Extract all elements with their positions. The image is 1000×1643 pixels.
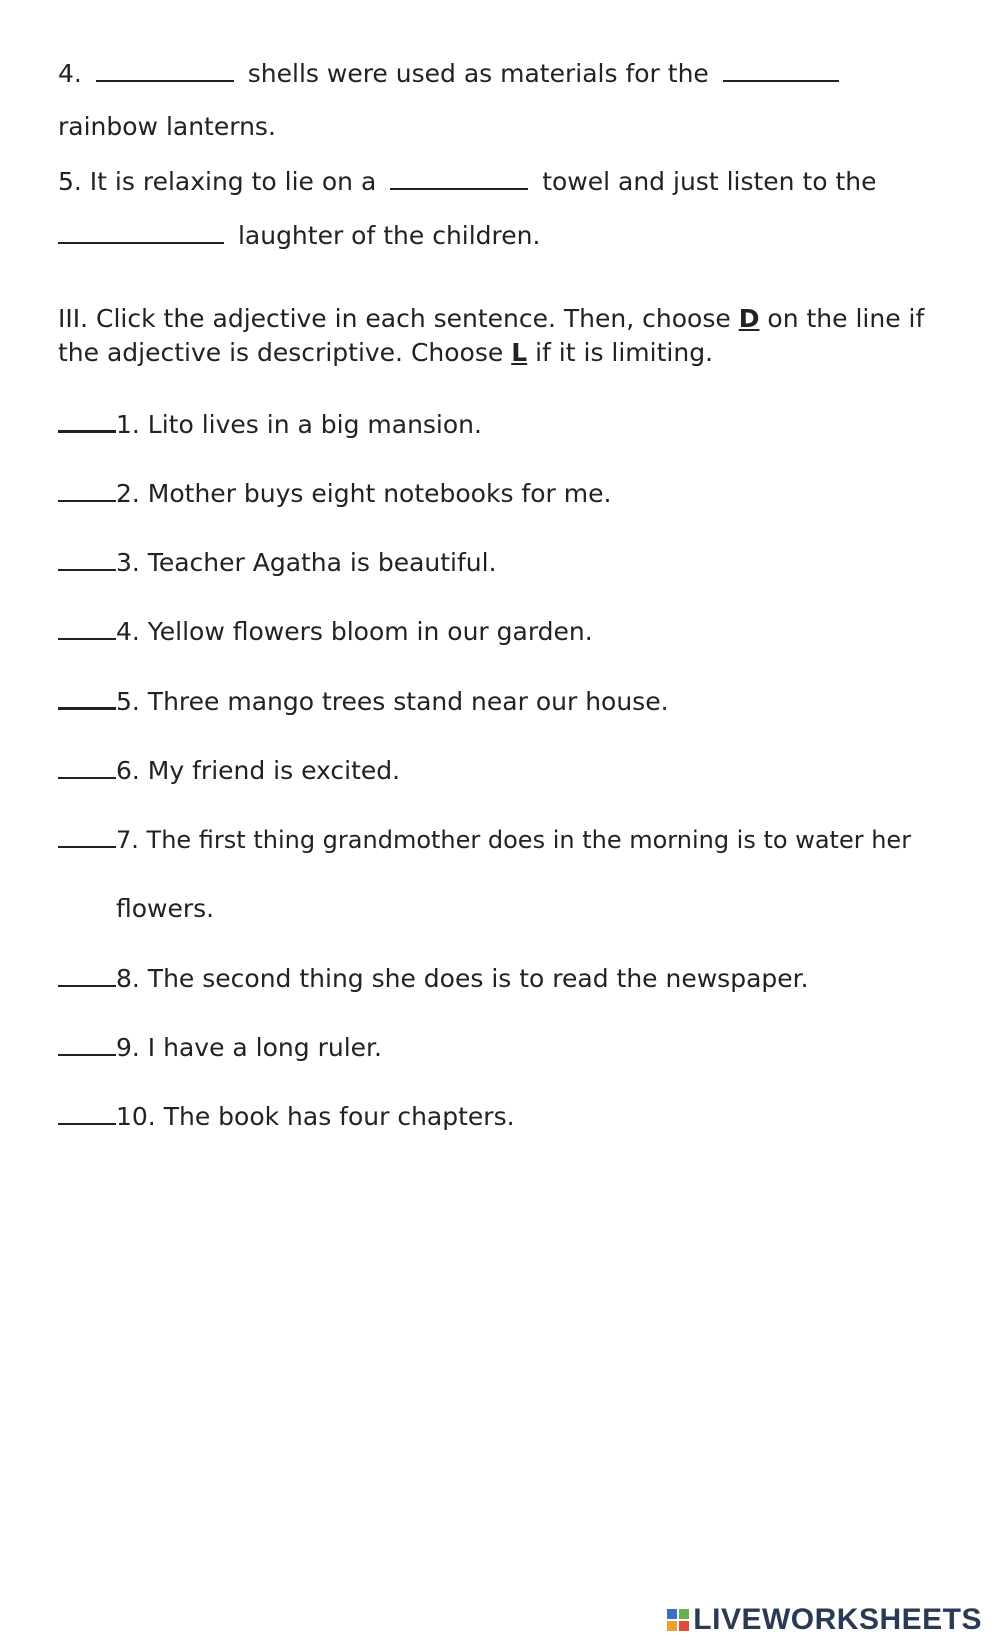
logo-icon: [667, 1609, 689, 1631]
list-item: [58, 685, 669, 716]
item-5-blank-2[interactable]: [58, 220, 224, 244]
item-text: 2. Mother buys eight notebooks for me.: [116, 479, 612, 508]
liveworksheets-logo: [667, 1603, 982, 1637]
list-item: [58, 824, 911, 854]
answer-blank-8[interactable]: [58, 963, 116, 987]
answer-blank-4[interactable]: [58, 616, 116, 640]
item-text: 1. Lito lives in a big mansion.: [116, 410, 482, 439]
item-4-continuation: rainbow lanterns.: [58, 112, 276, 141]
list-item: [58, 408, 482, 439]
answer-blank-3[interactable]: [58, 547, 116, 571]
item-text: 3. Teacher Agatha is beautiful.: [116, 548, 497, 577]
item-text: 5. Three mango trees stand near our house.: [116, 687, 669, 716]
item-5-text-b: towel and just listen to the: [542, 167, 877, 196]
item-4-blank-1[interactable]: [96, 58, 234, 82]
list-item: [58, 755, 400, 785]
item-7-continuation: flowers.: [116, 894, 215, 923]
instructions-text-a: III. Click the adjective in each sentence. Then, choose: [58, 304, 731, 333]
list-item: [58, 1032, 382, 1062]
instructions-text-b: on the line if: [767, 304, 925, 333]
item-text: 4. Yellow flowers bloom in our garden.: [116, 617, 593, 646]
instructions-text-d: if it is limiting.: [535, 338, 714, 367]
answer-blank-1[interactable]: [58, 408, 116, 433]
list-item: [58, 1101, 515, 1131]
key-limiting: L: [511, 338, 528, 367]
logo-text: LIVEWORKSHEETS: [693, 1603, 982, 1636]
answer-blank-10[interactable]: [58, 1101, 116, 1125]
item-text: 8. The second thing she does is to read the newspaper.: [116, 964, 809, 993]
list-item: [58, 963, 809, 993]
fill-item-4: [58, 58, 845, 88]
answer-blank-9[interactable]: [58, 1032, 116, 1056]
list-item: [58, 616, 593, 646]
item-5-text-a: 5. It is relaxing to lie on a: [58, 167, 377, 196]
item-5-continuation: [58, 220, 540, 250]
item-text: 6. My friend is excited.: [116, 756, 401, 785]
answer-blank-7[interactable]: [58, 824, 116, 848]
item-5-blank-1[interactable]: [390, 166, 528, 190]
fill-item-5: [58, 166, 877, 196]
item-text: 7. The first thing grandmother does in the morning is to water her: [116, 826, 912, 854]
answer-blank-2[interactable]: [58, 478, 116, 502]
list-item: [58, 547, 497, 577]
item-text: 9. I have a long ruler.: [116, 1033, 382, 1062]
item-text: 10. The book has four chapters.: [116, 1102, 515, 1131]
instructions-text-c: the adjective is descriptive. Choose: [58, 338, 504, 367]
list-item: [58, 478, 611, 508]
item-4-blank-2[interactable]: [723, 58, 839, 82]
item-4-text: shells were used as materials for the: [247, 59, 709, 88]
key-descriptive: D: [738, 304, 760, 333]
answer-blank-5[interactable]: [58, 685, 116, 710]
answer-blank-6[interactable]: [58, 755, 116, 779]
item-5-text-c: laughter of the children.: [237, 221, 541, 250]
part3-instructions-line1: [58, 304, 924, 333]
item-4-number: 4.: [58, 59, 82, 88]
part3-instructions-line2: [58, 338, 713, 367]
